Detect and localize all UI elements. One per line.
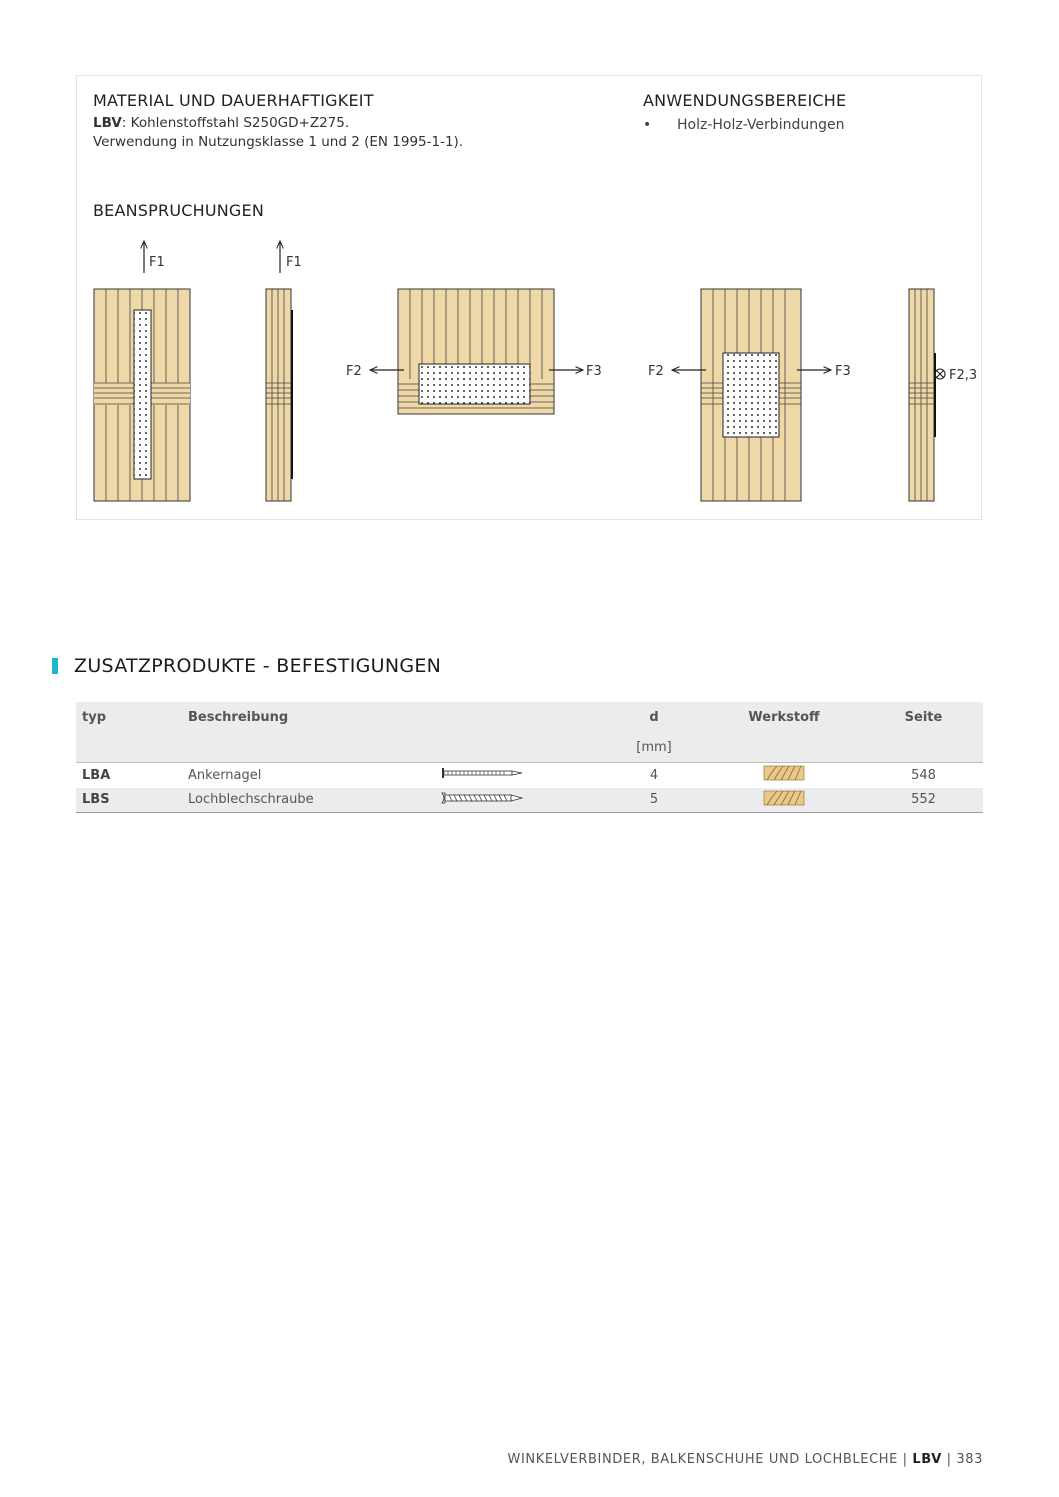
force-label-f3: F3	[586, 364, 602, 379]
footer-chapter: WINKELVERBINDER, BALKENSCHUHE UND LOCHBLECHE	[507, 1452, 898, 1467]
figure-side-vertical	[266, 241, 302, 501]
cell-d: 5	[649, 792, 659, 808]
cell-werkstoff	[704, 788, 864, 813]
anchor-nail-icon	[440, 767, 524, 779]
cell-icon	[434, 788, 604, 813]
cell-d: 4	[649, 767, 659, 783]
table-unit-row	[76, 733, 983, 763]
section-heading	[52, 654, 441, 678]
wood-material-icon	[763, 765, 805, 781]
cell-beschreibung: Lochblechschraube	[188, 792, 314, 808]
header-typ: typ	[82, 710, 106, 725]
table-header-row	[76, 702, 983, 733]
force-label-f1: F1	[149, 255, 165, 270]
cell-typ: LBA	[82, 767, 111, 783]
stress-diagram	[77, 76, 981, 519]
header-spacer	[434, 702, 604, 733]
force-label-f3-square: F3	[835, 364, 851, 379]
figure-side-square	[909, 289, 977, 501]
header-d: d	[649, 710, 659, 725]
figure-square-plate	[648, 289, 851, 501]
cell-werkstoff	[704, 763, 864, 788]
force-label-f23: F2,3	[949, 368, 978, 383]
figure-front-vertical	[94, 241, 190, 501]
force-label-f1-side: F1	[286, 255, 302, 270]
cell-beschreibung: Ankernagel	[188, 767, 262, 783]
force-label-f2-square: F2	[648, 364, 664, 379]
table-row	[76, 763, 983, 788]
material-heading: MATERIAL UND DAUERHAFTIGKEIT	[93, 91, 374, 110]
cell-seite: 552	[911, 792, 936, 808]
section-accent-bar	[52, 658, 58, 674]
cell-icon	[434, 763, 604, 788]
figure-horizontal-plate	[346, 289, 602, 414]
product-code: LBV	[93, 115, 122, 131]
service-class-text: Verwendung in Nutzungsklasse 1 und 2 (EN 1995-1-1).	[93, 134, 464, 150]
fasteners-table	[76, 702, 983, 813]
footer-separator: |	[946, 1452, 952, 1467]
bullet-dot: •	[643, 117, 652, 133]
table-row	[76, 788, 983, 813]
cell-seite: 548	[911, 767, 936, 783]
footer-separator: |	[902, 1452, 908, 1467]
wood-material-icon	[763, 790, 805, 806]
header-seite: Seite	[904, 710, 943, 725]
application-item-label: Holz-Holz-Verbindungen	[677, 117, 845, 133]
page-number: 383	[956, 1452, 983, 1467]
section-title: ZUSATZPRODUKTE - BEFESTIGUNGEN	[74, 655, 442, 677]
stress-heading: BEANSPRUCHUNGEN	[93, 201, 264, 220]
material-steel: : Kohlenstoffstahl S250GD+Z275.	[121, 115, 350, 131]
info-box	[76, 75, 982, 520]
screw-icon	[440, 792, 524, 804]
application-heading: ANWENDUNGSBEREICHE	[643, 91, 847, 110]
force-label-f2: F2	[346, 364, 362, 379]
footer-product-code: LBV	[912, 1452, 942, 1467]
unit-d: [mm]	[636, 740, 672, 755]
header-werkstoff: Werkstoff	[748, 710, 820, 725]
header-beschreibung: Beschreibung	[188, 710, 289, 725]
cell-typ: LBS	[82, 792, 110, 808]
page-footer	[507, 1452, 983, 1467]
